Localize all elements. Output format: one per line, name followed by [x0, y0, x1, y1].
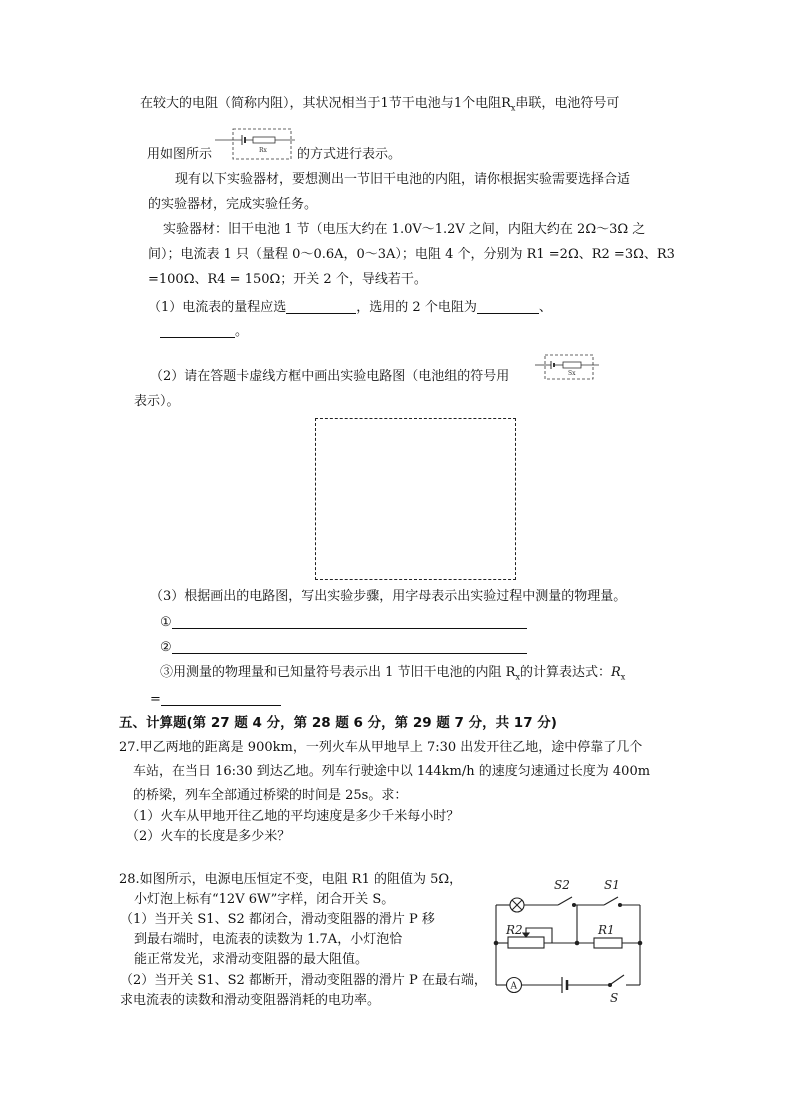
- battery-label: Rx: [259, 147, 267, 154]
- step-2-marker: ②: [160, 640, 172, 655]
- intro-line-2b: [297, 146, 401, 164]
- q28-line-4: 到最右端时，电流表的读数为 1.7A，小灯泡恰: [134, 932, 403, 947]
- q28-circuit-diagram: [490, 870, 650, 1005]
- step-3-line: [160, 664, 625, 687]
- section-5-heading: 五、计算题(第 27 题 4 分，第 28 题 6 分，第 29 题 7 分，共 17 分): [119, 715, 557, 731]
- switch-s1-icon: [604, 897, 618, 905]
- question-2-line-2: 表示）。: [134, 394, 180, 409]
- intro-text: 用如图所示: [147, 147, 213, 162]
- intro-num: 1: [380, 96, 389, 111]
- intro-num: 1: [453, 96, 463, 111]
- resistor-r1-icon: [594, 938, 622, 948]
- battery-symbol-icon: [215, 126, 297, 162]
- step-3-equals: =: [150, 692, 161, 707]
- label-ammeter: A: [510, 981, 517, 992]
- step-3-answer-blank[interactable]: [161, 691, 281, 706]
- q27-line-3: 的桥梁，列车全部通过桥梁的时间是 25s。求：: [133, 788, 408, 803]
- q1-range-blank[interactable]: [286, 299, 356, 314]
- intro-text: 节干电池与: [388, 96, 454, 111]
- task-line-2: 的实验器材，完成实验任务。: [148, 197, 318, 212]
- label-s2: S2: [554, 878, 570, 892]
- label-s1: S1: [604, 878, 620, 892]
- question-3-line: （3）根据画出的电路图，写出实验步骤，用字母表示出实验过程中测量的物理量。: [150, 589, 627, 604]
- step-2-blank[interactable]: [172, 639, 527, 654]
- rheostat-r2-icon: [508, 937, 544, 948]
- step-3-subscript: x: [515, 672, 520, 682]
- q1-resistor-blank-1[interactable]: [477, 299, 539, 314]
- q27-sub-1: （1）火车从甲地开往乙地的平均速度是多少千米每小时？: [126, 809, 460, 824]
- q28-line-6: （2）当开关 S1、S2 都断开，滑动变阻器的滑片 P 在最右端，: [120, 973, 487, 988]
- battery-pack-label: Sx: [568, 370, 576, 377]
- step-3-answer-line: [150, 691, 281, 709]
- q28-line-7: 求电流表的读数和滑动变阻器消耗的电功率。: [120, 993, 381, 1008]
- switch-s2-icon: [558, 897, 572, 905]
- switch-s-icon: [611, 975, 624, 984]
- q1-end: 。: [235, 324, 249, 339]
- q1-sep: 、: [538, 300, 552, 315]
- q1-text: ，选用的 2 个电阻为: [356, 300, 477, 315]
- step-2-line: [160, 639, 527, 657]
- label-r2: R2: [506, 923, 523, 937]
- q28-line-1: 28.如图所示，电源电压恒定不变，电阻 R1 的阻值为 5Ω，: [119, 872, 463, 887]
- q1-text: （1）电流表的量程应选: [148, 300, 287, 315]
- q28-line-2: 小灯泡上标有“12V 6W”字样，闭合开关 S。: [134, 892, 395, 907]
- step-3-text: 的计算表达式：: [519, 665, 611, 680]
- step-1-line: [160, 614, 527, 632]
- intro-subscript: x: [510, 103, 516, 113]
- q27-line-2: 车站，在当日 16:30 到达乙地。列车行驶途中以 144km/h 的速度匀速通过长度为 400m: [133, 764, 651, 779]
- intro-line-2: [147, 146, 212, 164]
- circuit-drawing-box[interactable]: [315, 418, 516, 580]
- task-line-1: 现有以下实验器材，要想测出一节旧干电池的内阻，请你根据实验需要选择合适: [175, 172, 631, 187]
- question-1-line-2: [160, 323, 248, 341]
- question-1-line: [148, 299, 552, 317]
- q27-sub-2: （2）火车的长度是多少米？: [126, 829, 291, 844]
- intro-text: 在较大的电阻（简称内阻），其状况相当于: [140, 96, 381, 111]
- step-3-text: ③用测量的物理量和已知量符号表示出 1 节旧干电池的内阻 R: [160, 665, 516, 680]
- step-3-subscript: x: [620, 672, 626, 682]
- label-r1: R1: [598, 923, 615, 937]
- question-2-line: （2）请在答题卡虚线方框中画出实验电路图（电池组的符号用: [150, 369, 510, 384]
- task-line-4: 间）；电流表 1 只（量程 0～0.6A，0～3A）；电阻 4 个，分别为 R1 =2Ω、R2 =3Ω、R3: [148, 247, 675, 262]
- step-3-symbol: R: [611, 665, 621, 680]
- intro-text: 个电阻: [462, 96, 502, 111]
- step-1-blank[interactable]: [172, 614, 527, 629]
- q28-line-5: 能正常发光，求滑动变阻器的最大阻值。: [134, 952, 369, 967]
- task-line-3: 实验器材：旧干电池 1 节（电压大约在 1.0V～1.2V 之间，内阻大约在 2Ω～3Ω 之: [163, 222, 646, 237]
- q1-resistor-blank-2[interactable]: [160, 323, 235, 338]
- battery-pack-symbol-icon: [535, 353, 601, 383]
- task-line-5: =100Ω、R4 = 150Ω；开关 2 个，导线若干。: [148, 272, 427, 287]
- label-s: S: [610, 991, 619, 1005]
- intro-text: 串联，电池符号可: [515, 96, 620, 111]
- q28-line-3: （1）当开关 S1、S2 都闭合，滑动变阻器的滑片 P 移: [120, 912, 435, 927]
- intro-line-1: [140, 95, 619, 118]
- intro-text: 的方式进行表示。: [297, 147, 402, 162]
- step-1-marker: ①: [160, 615, 172, 630]
- intro-symbol: R: [501, 96, 511, 111]
- q27-line-1: 27.甲乙两地的距离是 900km，一列火车从甲地早上 7:30 出发开往乙地，途中停靠了几个: [119, 740, 643, 755]
